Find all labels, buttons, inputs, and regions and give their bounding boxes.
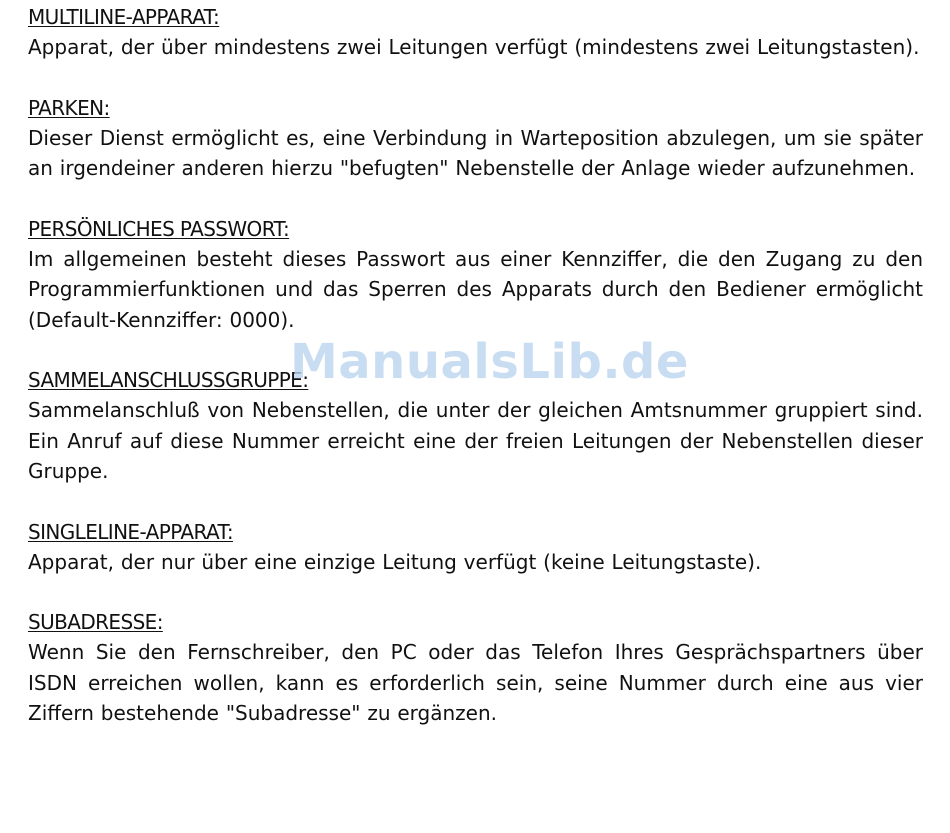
glossary-entry-singleline	[28, 517, 923, 578]
glossary-entry-parken	[28, 93, 923, 184]
glossary-entry-sammelanschluss	[28, 365, 923, 487]
glossary-definition: Wenn Sie den Fernschreiber, den PC oder das Telefon Ihres Gesprächspartners über ISDN erreichen wollen, kann es erforderlich sein, seine Nummer durch eine aus vier Ziffern bestehende "Subadresse" zu ergänzen.	[28, 640, 923, 725]
glossary-definition: Im allgemeinen besteht dieses Passwort aus einer Kennziffer, die den Zugang zu den Programmierfunktionen und das Sperren des Apparats durch den Bediener ermöglicht (Default-Kennziffer: 0000).	[28, 246, 923, 332]
glossary-entry-passwort	[28, 214, 923, 336]
glossary-term: SINGLELINE-APPARAT:	[28, 519, 234, 544]
watermark: ManualsLib.de	[290, 334, 689, 390]
glossary-definition: Apparat, der über mindestens zwei Leitungen verfügt (mindestens zwei Leitungstasten).	[28, 35, 920, 59]
glossary-entry-subadresse	[28, 607, 923, 729]
glossary-definition: Dieser Dienst ermöglicht es, eine Verbindung in Warteposition abzulegen, um sie später an irgendeiner anderen hierzu "befugten" Nebenstelle der Anlage wieder aufzunehmen.	[28, 125, 923, 180]
glossary-term: SAMMELANSCHLUSSGRUPPE:	[28, 368, 309, 392]
glossary-term: MULTILINE-APPARAT:	[28, 5, 220, 29]
glossary-term: SUBADRESSE:	[28, 610, 163, 634]
glossary-page	[28, 2, 923, 759]
glossary-term: PERSÖNLICHES PASSWORT:	[28, 216, 290, 241]
glossary-definition: Apparat, der nur über eine einzige Leitung verfügt (keine Leitungstaste).	[28, 549, 762, 574]
glossary-term: PARKEN:	[28, 95, 110, 120]
glossary-definition: Sammelanschluß von Nebenstellen, die unter der gleichen Amtsnummer gruppiert sind. Ein Anruf auf diese Nummer erreicht eine der freien Leitungen der Nebenstellen dieser Gruppe.	[28, 398, 923, 483]
glossary-entry-multiline	[28, 2, 923, 63]
